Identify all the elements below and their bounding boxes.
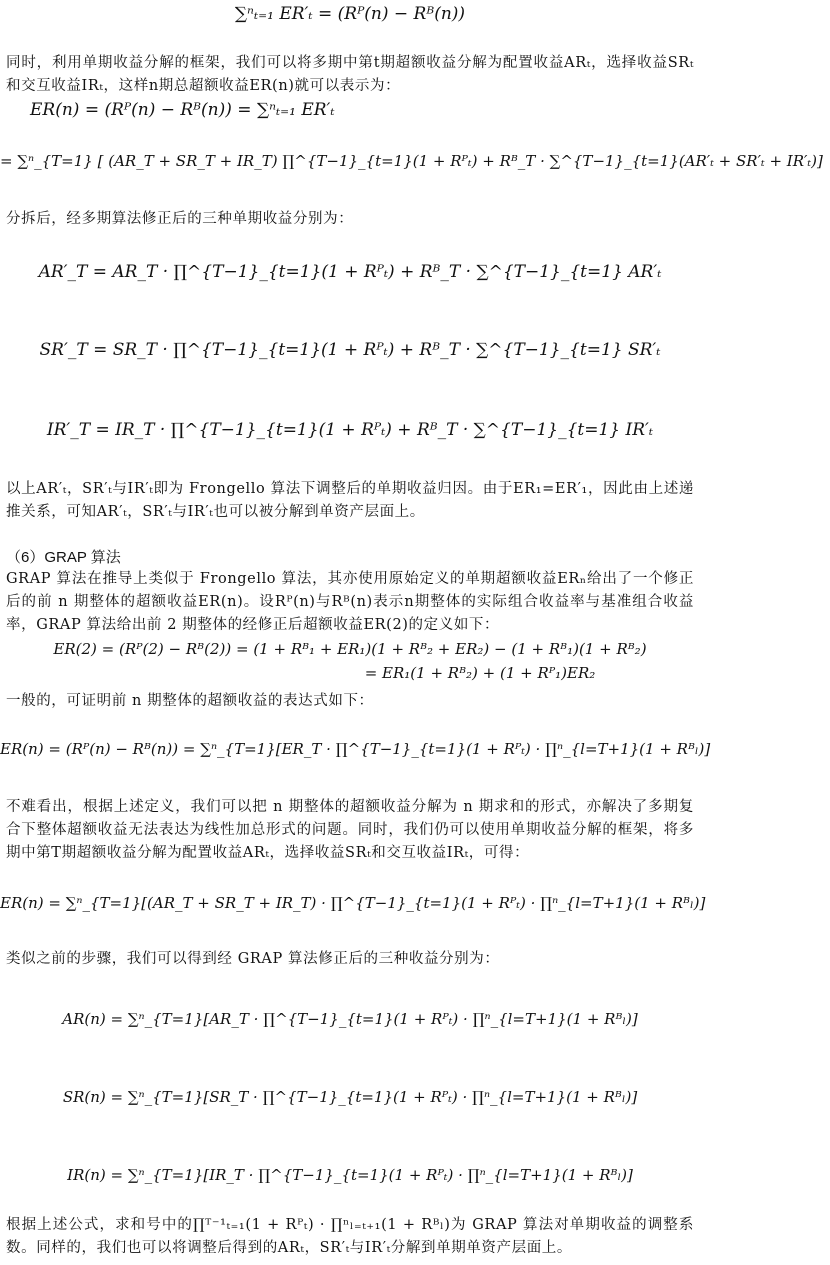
equation-er-expansion: = ∑ⁿ_{T=1} [ (AR_T + SR_T + IR_T) ∏^{T−1}_{t=1}(1 + Rᴾₜ) + Rᴮ_T · ∑^{T−1}_{t=1}(AR′ₜ + SR′ₜ + IR′ₜ)] xyxy=(0,152,823,170)
equation-sum-er-prime: ∑ⁿₜ₌₁ ER′ₜ = (Rᴾ(n) − Rᴮ(n)) xyxy=(234,4,466,24)
paragraph-general-form: 一般的，可证明前 n 期整体的超额收益的表达式如下： xyxy=(6,693,374,709)
equation-ar-n: AR(n) = ∑ⁿ_{T=1}[AR_T · ∏^{T−1}_{t=1}(1 + Rᴾₜ) · ∏ⁿ_{l=T+1}(1 + Rᴮₗ)] xyxy=(62,1010,638,1028)
paragraph-split-intro: 分拆后，经多期算法修正后的三种单期收益分别为： xyxy=(6,211,354,227)
paragraph-decomposition-intro: 同时，利用单期收益分解的框架，我们可以将多期中第t期超额收益分解为配置收益ARₜ，选择收益SRₜ和交互收益IRₜ，这样n期总超额收益ER(n)就可以表示为： xyxy=(6,55,694,94)
equation-er-definition: ER(n) = (Rᴾ(n) − Rᴮ(n)) = ∑ⁿₜ₌₁ ER′ₜ xyxy=(30,100,335,120)
paragraph-adjustment-coefficient: 根据上述公式，求和号中的∏ᵀ⁻¹ₜ₌₁(1 + Rᴾₜ) · ∏ⁿₗ₌ₜ₊₁(1 + Rᴮₗ)为 GRAP 算法对单期收益的调整系数。同样的，我们也可以将调整后得到的ARₜ，SR′ₜ与IR′ₜ分解到单期单资产层面上。 xyxy=(6,1217,694,1256)
paragraph-grap-intro: GRAP 算法在推导上类似于 Frongello 算法，其亦使用原始定义的单期超额收益ERₙ给出了一个修正后的前 n 期整体的超额收益ER(n)。设Rᴾ(n)与Rᴮ(n)表示n期整体的实际组合收益率与基准组合收益率，GRAP 算法给出前 2 期整体的经修正后超额收益ER(2)的定义如下： xyxy=(6,571,694,633)
equation-er2-line2: = ER₁(1 + Rᴮ₂) + (1 + Rᴾ₁)ER₂ xyxy=(364,664,596,682)
equation-ir-prime: IR′_T = IR_T · ∏^{T−1}_{t=1}(1 + Rᴾₜ) + Rᴮ_T · ∑^{T−1}_{t=1} IR′ₜ xyxy=(46,420,654,440)
paragraph-frongello-summary: 以上AR′ₜ，SR′ₜ与IR′ₜ即为 Frongello 算法下调整后的单期收益归因。由于ER₁=ER′₁，因此由上述递推关系，可知AR′ₜ，SR′ₜ与IR′ₜ也可以被分解到单资产层面上。 xyxy=(6,481,694,520)
equation-sr-n: SR(n) = ∑ⁿ_{T=1}[SR_T · ∏^{T−1}_{t=1}(1 + Rᴾₜ) · ∏ⁿ_{l=T+1}(1 + Rᴮₗ)] xyxy=(62,1088,638,1106)
equation-er-n-grap: ER(n) = (Rᴾ(n) − Rᴮ(n)) = ∑ⁿ_{T=1}[ER_T · ∏^{T−1}_{t=1}(1 + Rᴾₜ) · ∏ⁿ_{l=T+1}(1 + Rᴮₗ)] xyxy=(0,740,711,758)
section-heading-grap: （6）GRAP 算法 xyxy=(6,549,121,566)
equation-er2-line1: ER(2) = (Rᴾ(2) − Rᴮ(2)) = (1 + Rᴮ₁ + ER₁)(1 + Rᴮ₂ + ER₂) − (1 + Rᴮ₁)(1 + Rᴮ₂) xyxy=(53,640,647,658)
paragraph-three-returns: 类似之前的步骤，我们可以得到经 GRAP 算法修正后的三种收益分别为： xyxy=(6,951,500,967)
equation-ar-prime: AR′_T = AR_T · ∏^{T−1}_{t=1}(1 + Rᴾₜ) + Rᴮ_T · ∑^{T−1}_{t=1} AR′ₜ xyxy=(38,262,662,282)
equation-sr-prime: SR′_T = SR_T · ∏^{T−1}_{t=1}(1 + Rᴾₜ) + Rᴮ_T · ∑^{T−1}_{t=1} SR′ₜ xyxy=(39,340,661,360)
paragraph-linear-decomposition: 不难看出，根据上述定义，我们可以把 n 期整体的超额收益分解为 n 期求和的形式，亦解决了多期复合下整体超额收益无法表达为线性加总形式的问题。同时，我们仍可以使用单期收益分解的框架，将多期中第T期超额收益分解为配置收益ARₜ，选择收益SRₜ和交互收益IRₜ，可得： xyxy=(6,799,694,861)
equation-er-n-decomposed: ER(n) = ∑ⁿ_{T=1}[(AR_T + SR_T + IR_T) · ∏^{T−1}_{t=1}(1 + Rᴾₜ) · ∏ⁿ_{l=T+1}(1 + Rᴮₗ)] xyxy=(0,894,706,912)
equation-ir-n: IR(n) = ∑ⁿ_{T=1}[IR_T · ∏^{T−1}_{t=1}(1 + Rᴾₜ) · ∏ⁿ_{l=T+1}(1 + Rᴮₗ)] xyxy=(67,1166,633,1184)
